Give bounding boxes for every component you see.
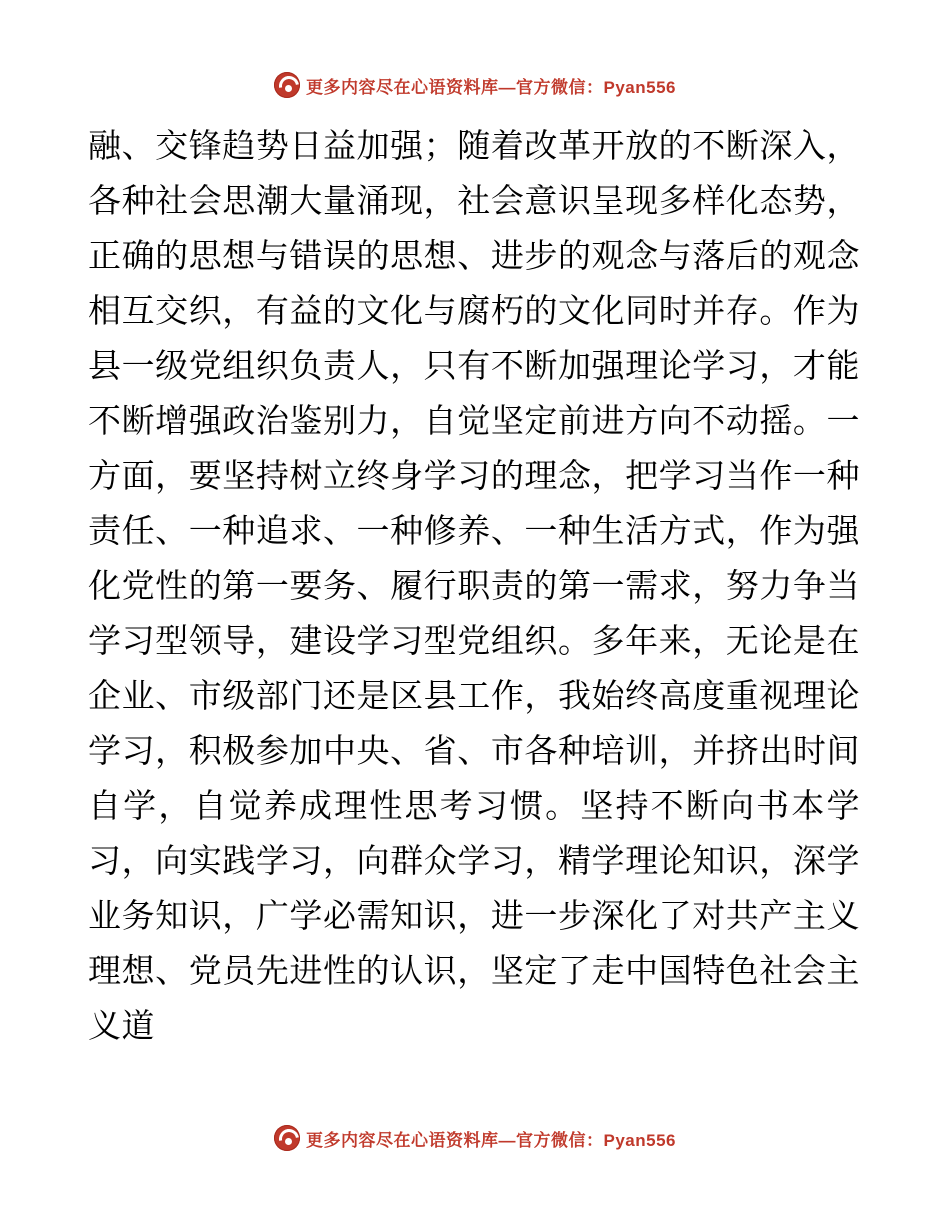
watermark-top (0, 72, 950, 98)
body-paragraph: 融、交锋趋势日益加强；随着改革开放的不断深入，各种社会思潮大量涌现，社会意识呈现多样化态势，正确的思想与错误的思想、进步的观念与落后的观念相互交织，有益的文化与腐朽的文化同时并存。作为县一级党组织负责人，只有不断加强理论学习，才能不断增强政治鉴别力，自觉坚定前进方向不动摇。一方面，要坚持树立终身学习的理念，把学习当作一种责任、一种追求、一种修养、一种生活方式，作为强化党性的第一要务、履行职责的第一需求，努力争当学习型领导，建设学习型党组织。多年来，无论是在企业、市级部门还是区县工作，我始终高度重视理论学习，积极参加中央、省、市各种培训，并挤出时间自学，自觉养成理性思考习惯。坚持不断向书本学习，向实践学习，向群众学习，精学理论知识，深学业务知识，广学必需知识，进一步深化了对共产主义理想、党员先进性的认识，坚定了走中国特色社会主义道 (88, 126, 860, 1045)
circular-red-logo-icon (274, 72, 300, 98)
watermark-text: 更多内容尽在心语资料库—官方微信：Pyan556 (306, 77, 676, 97)
circular-red-logo-icon (274, 1125, 300, 1151)
watermark-text: 更多内容尽在心语资料库—官方微信：Pyan556 (306, 1130, 676, 1150)
document-body (88, 118, 860, 1053)
watermark-bottom (0, 1125, 950, 1151)
